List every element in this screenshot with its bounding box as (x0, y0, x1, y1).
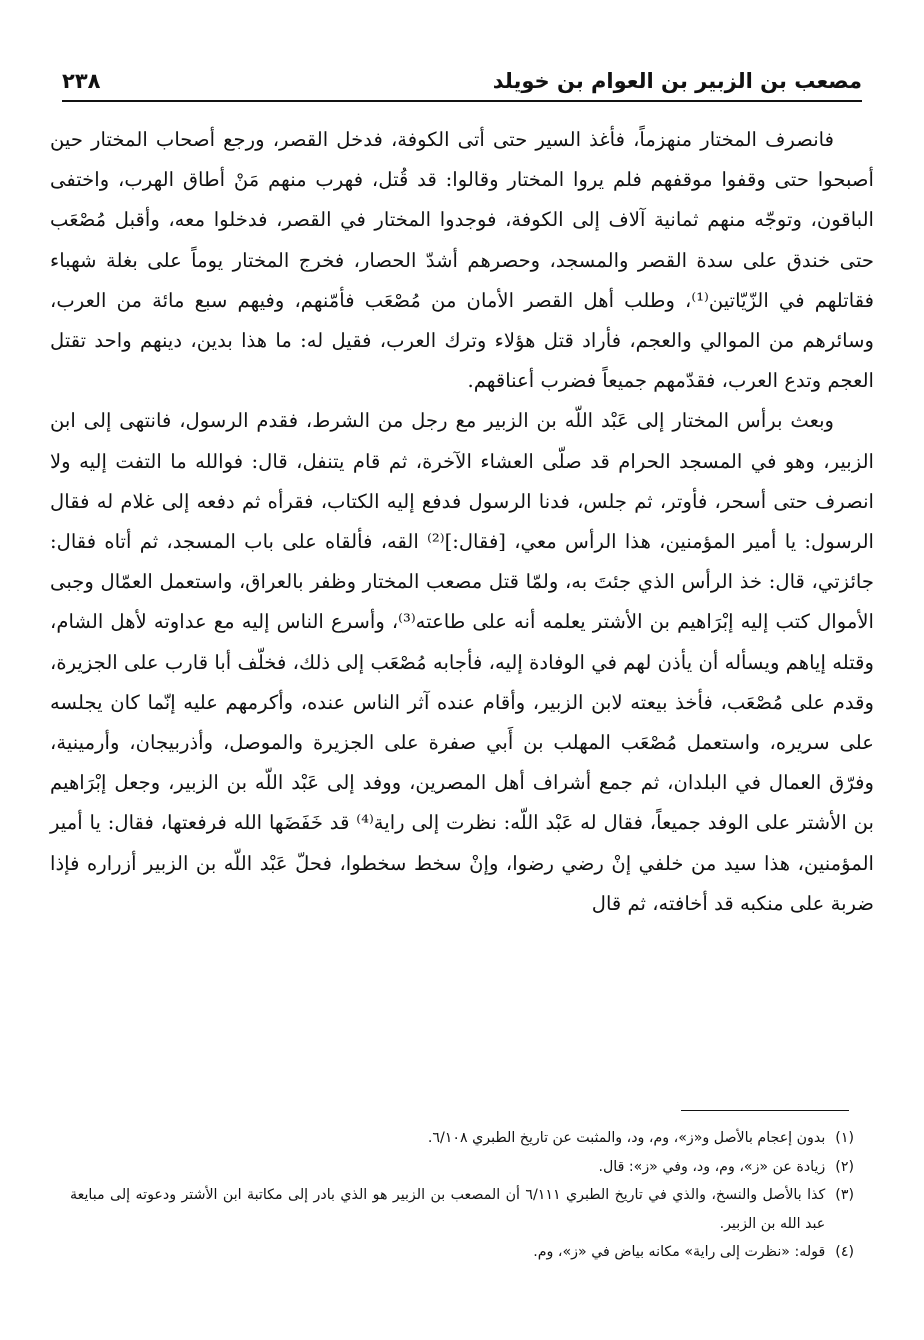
running-title: مصعب بن الزبير بن العوام بن خويلد (492, 69, 862, 93)
page-header (62, 55, 862, 95)
footnote-1 (70, 1124, 854, 1153)
footnote-mark: (٤) (835, 1244, 854, 1260)
footnote-text: بدون إعجام بالأصل و«ز»، وم، ود، والمثبت عن تاريخ الطبري ٦/١٠٨. (427, 1130, 826, 1146)
header-rule (62, 100, 862, 102)
footnote-mark: (٢) (835, 1158, 854, 1175)
footnote-3 (70, 1181, 854, 1238)
paragraph-2: وبعث برأس المختار إلى عَبْد اللّه بن الزبير مع رجل من الشرط، فقدم الرسول، فانتهى إلى ابن الزبير، وهو في المسجد الحرام قد صلّى العشاء الآخرة، ثم قام يتنفل، قال: فوالله ما التفت إليه ولا انصرف حتى أسحر، فأوتر، ثم جلس، فدنا الرسول فدفع إليه الكتاب، فقرأه ثم دفعه إلى غلام له فقال الرسول: يا أمير المؤمنين، هذا الرأس معي، [فقال:]⁽²⁾ القه، فألقاه على باب المسجد، ثم أتاه فقال: جائزتي، قال: خذ الرأس الذي جئتَ به، ولمّا قتل مصعب المختار وظفر بالعراق، واستعمل العمّال وجبى الأموال كتب إليه إبْرَاهيم بن الأشتر يعلمه أنه على طاعته⁽³⁾، وأسرع الناس إليه مع عداوته لأهل الشام، وقتله إياهم ويسأله أن يأذن لهم في الوفادة إليه، فأجابه مُصْعَب إلى ذلك، فخلّف أبا قارب على الجزيرة، وقدم على مُصْعَب، فأخذ بيعته لابن الزبير، وأقام عنده آثر الناس عنده، وأكرمهم عليه إنّما كان يجلسه على سريره، واستعمل مُصْعَب المهلب بن أَبي صفرة على الجزيرة والموصل، وأذربيجان، وأرمينية، وفرّق العمال في البلدان، ثم جمع أشراف أهل المصرين، ووفد إلى عَبْد اللّه بن الزبير، وجعل إبْرَاهيم بن الأشتر على الوفد جميعاً، فقال له عَبْد اللّه: نظرت إلى راية⁽⁴⁾ قد خَفَضَها الله فرفعتها، فقال: يا أمير المؤمنين، هذا سيد من خلفي إنْ رضي رضوا، وإنْ سخط سخطوا، فحلّ عَبْد اللّه بن الزبير أزراره فإذا ضربة على منكبه قد أخافته، ثم قال (50, 409, 874, 915)
footnote-text: قوله: «نظرت إلى راية» مكانه بياض في «ز»، وم. (533, 1244, 826, 1260)
footnotes (70, 1124, 854, 1267)
footnote-4 (70, 1238, 854, 1267)
footnote-text: كذا بالأصل والنسخ، والذي في تاريخ الطبري ٦/١١١ أن المصعب بن الزبير هو الذي بادر إلى مكاتبة ابن الأشتر ودعوته إلى مبايعة عبد الله بن الزبير. (70, 1187, 826, 1232)
paragraph-1: فانصرف المختار منهزماً، فأغذ السير حتى أتى الكوفة، فدخل القصر، ورجع أصحاب المختار حين أصبحوا حتى وقفوا موقفهم فلم يروا المختار وقالوا: قد قُتل، فهرب منهم مَنْ أطاق الهرب، واختفى الباقون، وتوجّه منهم ثمانية آلاف إلى الكوفة، فوجدوا المختار في القصر، فدخلوا معه، وأقبل مُصْعَب حتى خندق على سدة القصر والمسجد، وحصرهم أشدّ الحصار، فخرج المختار يوماً على بغلة شهباء فقاتلهم في الزّيّاتين⁽¹⁾، وطلب أهل القصر الأمان من مُصْعَب فأمّنهم، وفيهم سبع مائة من العرب، وسائرهم من الموالي والعجم، فأراد قتل هؤلاء وترك العرب، فقيل له: ما هذا بدين، دينهم واحد تقتل العجم وتدع العرب، فقدّمهم جميعاً فضرب أعناقهم. (50, 128, 874, 393)
footnote-text: زيادة عن «ز»، وم، ود، وفي «ز»: قال. (598, 1158, 826, 1175)
main-text (50, 120, 874, 924)
footnote-mark: (٣) (835, 1187, 854, 1203)
footnote-2 (70, 1153, 854, 1182)
footnote-mark: (١) (835, 1130, 854, 1146)
footnote-rule (681, 1110, 849, 1111)
page-number: ٢٣٨ (62, 69, 101, 93)
